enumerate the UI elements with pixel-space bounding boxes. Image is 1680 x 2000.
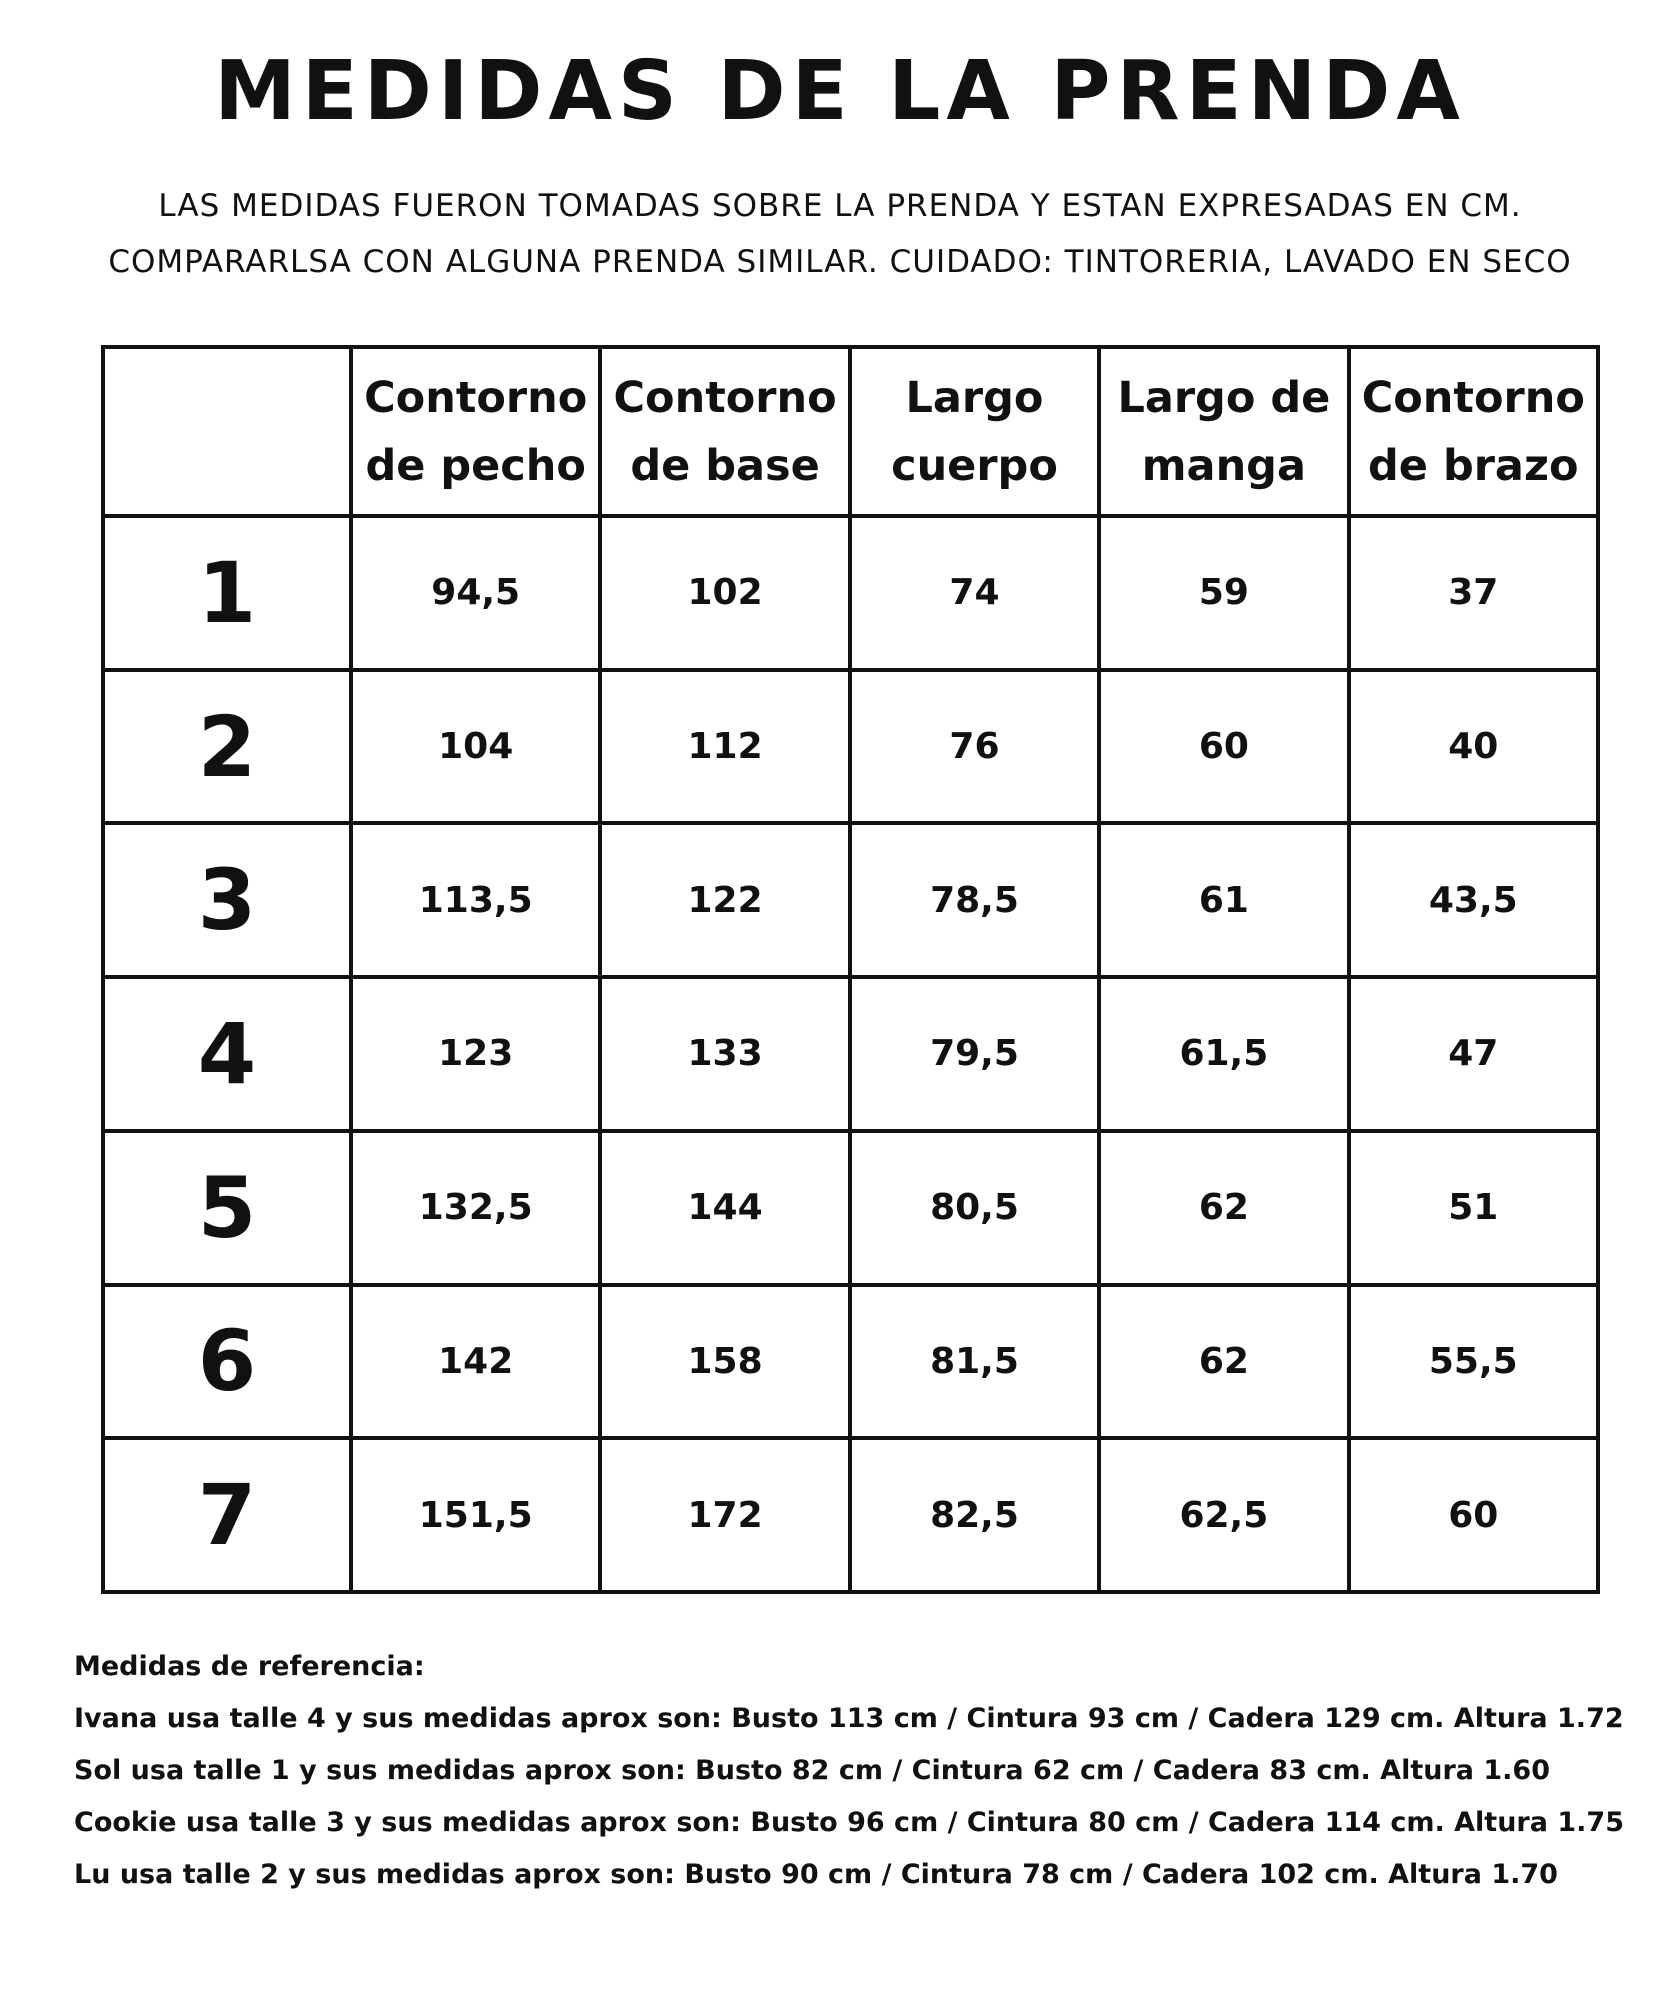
- table-cell: 79,5: [850, 977, 1099, 1131]
- table-cell: 51: [1349, 1131, 1598, 1285]
- table-cell: 40: [1349, 670, 1598, 824]
- reference-line-ivana: Ivana usa talle 4 y sus medidas aprox son: Busto 113 cm / Cintura 93 cm / Cadera 129 cm. Altura 1.72: [74, 1703, 1624, 1734]
- table-cell: 132,5: [351, 1131, 600, 1285]
- reference-line-lu: Lu usa talle 2 y sus medidas aprox son: Busto 90 cm / Cintura 78 cm / Cadera 102 cm. Altura 1.70: [74, 1859, 1558, 1890]
- table-cell: 62,5: [1099, 1438, 1348, 1592]
- table-cell: 61: [1099, 823, 1348, 977]
- page-title: MEDIDAS DE LA PRENDA: [214, 44, 1466, 139]
- table-cell: 62: [1099, 1131, 1348, 1285]
- reference-line-sol: Sol usa talle 1 y sus medidas aprox son: Busto 82 cm / Cintura 62 cm / Cadera 83 cm. Altura 1.60: [74, 1755, 1551, 1786]
- header-contorno-de-base: Contorno de base: [600, 347, 849, 516]
- table-cell: 123: [351, 977, 600, 1131]
- table-row: [103, 1285, 1598, 1439]
- table-cell: 113,5: [351, 823, 600, 977]
- size-label: 1: [103, 516, 351, 670]
- table-cell: 142: [351, 1285, 600, 1439]
- table-row: [103, 1438, 1598, 1592]
- table-cell: 37: [1349, 516, 1598, 670]
- header-largo-cuerpo: Largo cuerpo: [850, 347, 1099, 516]
- table-cell: 102: [600, 516, 849, 670]
- table-cell: 104: [351, 670, 600, 824]
- table-row: [103, 670, 1598, 824]
- header-largo-de-manga: Largo de manga: [1099, 347, 1348, 516]
- size-chart-table: [101, 345, 1600, 1594]
- reference-measurements: [74, 1641, 1654, 1901]
- table-cell: 94,5: [351, 516, 600, 670]
- table-cell: 158: [600, 1285, 849, 1439]
- table-cell: 61,5: [1099, 977, 1348, 1131]
- table-cell: 60: [1099, 670, 1348, 824]
- subtitle-line-2: COMPARARLSA CON ALGUNA PRENDA SIMILAR. CUIDADO: TINTORERIA, LAVADO EN SECO: [108, 244, 1572, 280]
- table-cell: 144: [600, 1131, 849, 1285]
- table-cell: 55,5: [1349, 1285, 1598, 1439]
- table-cell: 78,5: [850, 823, 1099, 977]
- table-cell: 112: [600, 670, 849, 824]
- reference-line-cookie: Cookie usa talle 3 y sus medidas aprox son: Busto 96 cm / Cintura 80 cm / Cadera 114 cm. Altura 1.75: [74, 1807, 1624, 1838]
- table-cell: 172: [600, 1438, 849, 1592]
- table-row: [103, 977, 1598, 1131]
- size-label: 6: [103, 1285, 351, 1439]
- reference-heading: Medidas de referencia:: [74, 1651, 425, 1682]
- table-cell: 62: [1099, 1285, 1348, 1439]
- size-label: 3: [103, 823, 351, 977]
- subtitle-line-1: LAS MEDIDAS FUERON TOMADAS SOBRE LA PRENDA Y ESTAN EXPRESADAS EN CM.: [158, 188, 1522, 224]
- table-row: [103, 1131, 1598, 1285]
- header-contorno-de-brazo: Contorno de brazo: [1349, 347, 1598, 516]
- table-cell: 80,5: [850, 1131, 1099, 1285]
- table-cell: 76: [850, 670, 1099, 824]
- table-header-row: [103, 347, 1598, 516]
- size-label: 5: [103, 1131, 351, 1285]
- table-row: [103, 516, 1598, 670]
- size-label: 2: [103, 670, 351, 824]
- size-label: 7: [103, 1438, 351, 1592]
- table-cell: 74: [850, 516, 1099, 670]
- table-cell: 81,5: [850, 1285, 1099, 1439]
- table-cell: 59: [1099, 516, 1348, 670]
- table-cell: 151,5: [351, 1438, 600, 1592]
- table-cell: 43,5: [1349, 823, 1598, 977]
- table-row: [103, 823, 1598, 977]
- header-contorno-de-pecho: Contorno de pecho: [351, 347, 600, 516]
- table-cell: 133: [600, 977, 849, 1131]
- table-cell: 60: [1349, 1438, 1598, 1592]
- table-cell: 47: [1349, 977, 1598, 1131]
- size-label: 4: [103, 977, 351, 1131]
- table-cell: 82,5: [850, 1438, 1099, 1592]
- table-cell: 122: [600, 823, 849, 977]
- header-empty-cell: [103, 347, 351, 516]
